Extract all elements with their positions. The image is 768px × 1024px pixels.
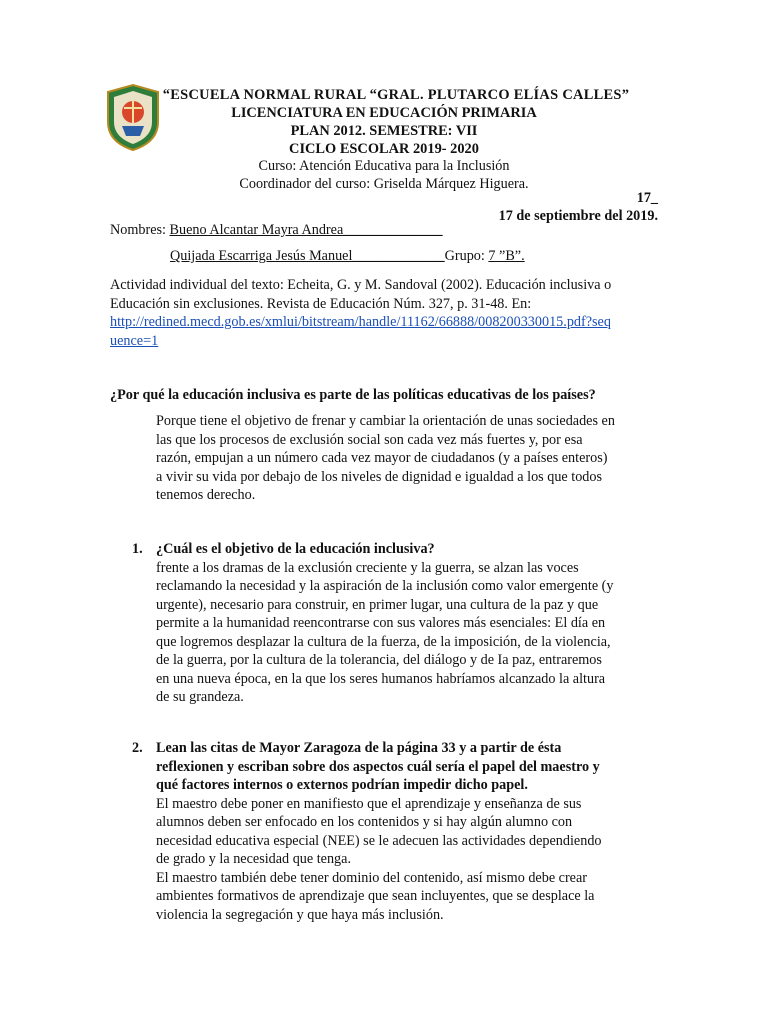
date-full: 17 de septiembre del 2019. bbox=[498, 208, 658, 224]
answer-line: permite a la humanidad reencontrarse con sus valores más esenciales: El día en bbox=[156, 615, 606, 631]
source-link-line-1[interactable]: http://redined.mecd.gob.es/xmlui/bitstream/handle/11162/66888/008200330015.pdf?seq bbox=[110, 314, 611, 330]
names-label: Nombres: bbox=[110, 222, 170, 238]
answer-line: ambientes formativos de aprendizaje que sean incluyentes, que se desplace la bbox=[156, 888, 595, 904]
source-link-line-2[interactable]: uence=1 bbox=[110, 332, 159, 349]
question-1-block bbox=[156, 540, 666, 707]
activity-line-1: Actividad individual del texto: Echeita, G. y M. Sandoval (2002). Educación inclusiva o bbox=[110, 277, 612, 293]
answer-line: razón, empujan a un número cada vez mayor de ciudadanos (y a países enteros) bbox=[156, 450, 608, 466]
question-1-title: ¿Cuál es el objetivo de la educación inclusiva? bbox=[156, 541, 435, 557]
course-name: Curso: Atención Educativa para la Inclusión bbox=[258, 158, 510, 174]
school-cycle: CICLO ESCOLAR 2019- 2020 bbox=[289, 141, 479, 157]
answer-line: de la guerra, por la cultura de la tolerancia, del diálogo y de Ia paz, entraremos bbox=[156, 652, 602, 668]
answer-line: que logremos desplazar la cultura de la fuerza, de la imposición, de la violencia, bbox=[156, 633, 611, 650]
question-1-number: 1. bbox=[132, 541, 143, 557]
answer-line: El maestro debe poner en manifiesto que el aprendizaje y enseñanza de sus bbox=[156, 795, 582, 812]
names-row bbox=[110, 221, 443, 240]
answer-line: en una nueva época, en la que los seres humanos habríamos alcanzado la altura bbox=[156, 670, 606, 687]
school-name: “ESCUELA NORMAL RURAL “GRAL. PLUTARCO ELÍAS CALLES” bbox=[162, 87, 630, 103]
answer-line: a vivir su vida por debajo de los niveles de dignidad e igualdad a los que todos bbox=[156, 468, 603, 485]
question-2-title-line: reflexionen y escriban sobre dos aspectos cuál sería el papel del maestro y bbox=[156, 758, 600, 775]
date-day: 17_ bbox=[636, 190, 658, 206]
answer-line: tenemos derecho. bbox=[156, 487, 256, 503]
answer-line: Porque tiene el objetivo de frenar y cambiar la orientación de unas sociedades en bbox=[156, 413, 615, 429]
degree-title: LICENCIATURA EN EDUCACIÓN PRIMARIA bbox=[231, 105, 537, 121]
group-label: Grupo: bbox=[444, 248, 489, 264]
question-2-block bbox=[156, 739, 666, 924]
answer-line: reclamando la necesidad y la aspiración de la inclusión como valor emergente (y bbox=[156, 578, 614, 594]
plan-line: PLAN 2012. SEMESTRE: VII bbox=[290, 123, 478, 139]
answer-line: violencia la segregación y que haya más inclusión. bbox=[156, 906, 444, 923]
answer-line: urgente), necesario para construir, en primer lugar, una cultura de la paz y que bbox=[156, 596, 599, 613]
student-name-2: Quijada Escarriga Jesús Manuel_____________ bbox=[170, 248, 445, 264]
question-intro-title: ¿Por qué la educación inclusiva es parte de las políticas educativas de los países? bbox=[110, 387, 596, 403]
answer-line: necesidad educativa especial (NEE) se le adecuen las actividades dependiendo bbox=[156, 832, 602, 849]
question-2-title-line: qué factores internos o externos podrían impedir dicho papel. bbox=[156, 777, 528, 793]
question-intro-answer bbox=[156, 412, 666, 505]
course-coordinator: Coordinador del curso: Griselda Márquez Higuera. bbox=[239, 176, 529, 192]
answer-line: de su grandeza. bbox=[156, 689, 244, 705]
answer-line: El maestro también debe tener dominio del contenido, así mismo debe crear bbox=[156, 869, 588, 886]
answer-line: las que los procesos de exclusión social son cada vez más fuertes y, por esa bbox=[156, 431, 583, 448]
answer-line: frente a los dramas de la exclusión creciente y la guerra, se alzan las voces bbox=[156, 559, 579, 576]
names-row-2 bbox=[170, 247, 525, 266]
group-value: 7 ”B”. bbox=[488, 248, 525, 264]
question-2-title-line: Lean las citas de Mayor Zaragoza de la página 33 y a partir de ésta bbox=[156, 740, 562, 756]
activity-line-2: Educación sin exclusiones. Revista de Educación Núm. 327, p. 31-48. En: bbox=[110, 295, 532, 312]
answer-line: alumnos deben ser enfocado en los contenidos y si hay algún alumno con bbox=[156, 814, 573, 830]
question-2-number: 2. bbox=[132, 740, 143, 756]
activity-reference bbox=[110, 276, 670, 350]
student-name-1: Bueno Alcantar Mayra Andrea______________ bbox=[169, 222, 443, 238]
answer-line: de grado y la necesidad que tenga. bbox=[156, 851, 351, 867]
